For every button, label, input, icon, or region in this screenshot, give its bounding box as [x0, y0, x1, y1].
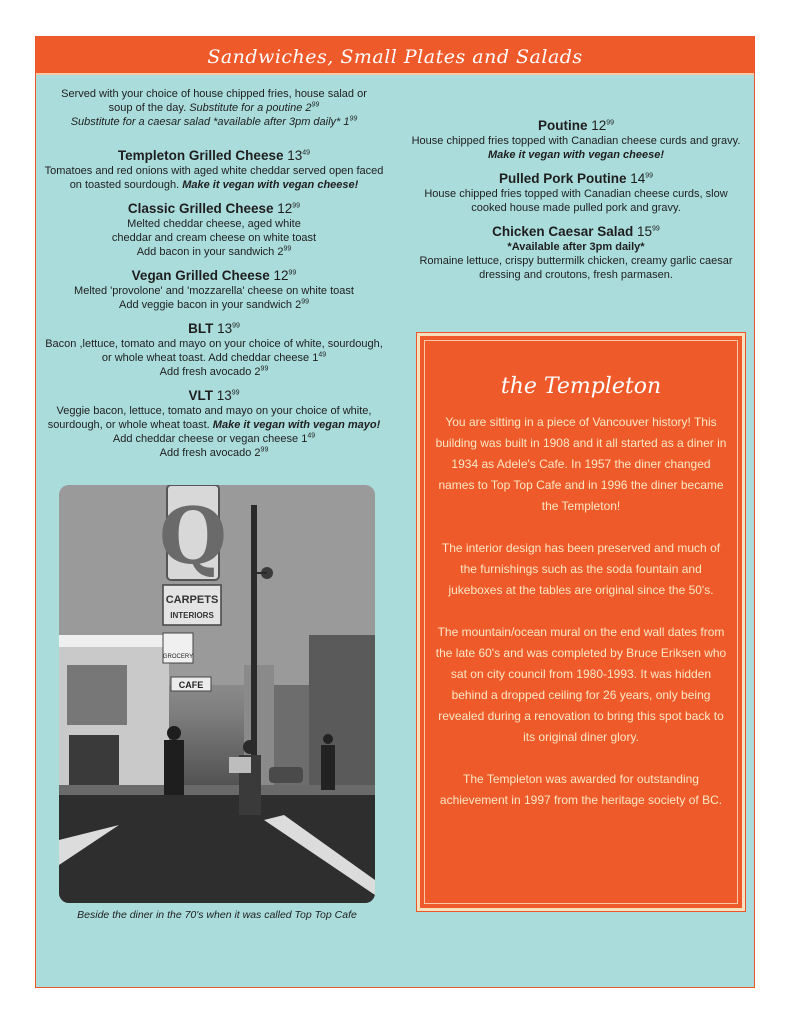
poutine-substitute: Substitute for a poutine $2^{99}$ [189, 101, 320, 114]
history-paragraph: The interior design has been preserved and much of the furnishings such as the soda fountain and jukeboxes at the tables are original since the 50's. [441, 541, 721, 597]
history-body [434, 412, 728, 832]
item-addon: Add veggie bacon in your sandwich $2^{99}$ [118, 298, 310, 311]
menu-item [44, 200, 384, 259]
history-paragraph: You are sitting in a piece of Vancouver history! This building was built in 1908 and it all started as a diner in 1934 as Adele's Cafe. In 1957 the diner changed names to Top Top Cafe and in 1996 the diner became the Templeton! [435, 415, 727, 513]
item-price: $12^{99}$ [273, 268, 297, 283]
item-name: Pulled Pork Poutine [498, 171, 627, 186]
sign-interiors: INTERIORS [170, 611, 214, 620]
menu-item [411, 117, 741, 162]
item-name: Chicken Caesar Salad [492, 224, 634, 239]
item-price: $13^{49}$ [287, 148, 311, 163]
intro-line: Served with your choice of house chipped fries, house salad or [61, 88, 367, 100]
item-description: Melted cheddar cheese, aged white [127, 218, 301, 230]
menu-item [44, 267, 384, 312]
item-name: Poutine [537, 118, 588, 133]
item-description: Veggie bacon, lettuce, tomato and mayo on your choice of white, [56, 405, 372, 417]
item-name: VLT [188, 388, 213, 403]
right-column [411, 117, 741, 290]
item-addon: Add cheddar cheese or vegan cheese $1^{49}$ [112, 432, 316, 445]
vegan-note: Make it vegan with vegan cheese! [487, 149, 665, 161]
item-name: Classic Grilled Cheese [127, 201, 274, 216]
sign-q: Q [159, 491, 227, 582]
menu-item [44, 320, 384, 379]
intro-line: soup of the day. [108, 102, 187, 114]
vegan-note: Make it vegan with vegan cheese! [182, 179, 359, 191]
section-header [36, 37, 754, 75]
item-name: BLT [188, 321, 214, 336]
photo-caption: Beside the diner in the 70's when it was called Top Top Cafe [77, 909, 357, 921]
history-title: the Templeton [500, 374, 662, 399]
history-paragraph: The mountain/ocean mural on the end wall dates from the late 60's and was completed by Bruce Eriksen who sat on city council from 1980-1993. It was hidden behind a dropped ceiling for 26 years, only being revealed during a renovation to bring this spot back to its original diner glory. [435, 625, 727, 744]
item-description: cheddar and cream cheese on white toast [111, 232, 317, 244]
item-name: Vegan Grilled Cheese [131, 268, 270, 283]
menu-item [44, 387, 384, 460]
item-description: Bacon ,lettuce, tomato and mayo on your choice of white, sourdough, or whole wheat toast. Add cheddar cheese $1^{49}$ [45, 338, 383, 364]
history-box [417, 333, 745, 911]
item-description: sourdough, or whole wheat toast. Make it vegan with vegan mayo! [47, 419, 381, 431]
menu-item [411, 170, 741, 215]
sign-carpets: CARPETS [165, 594, 219, 606]
item-description: Melted 'provolone' and 'mozzarella' cheese on white toast [74, 285, 354, 297]
item-addon: Add bacon in your sandwich $2^{99}$ [136, 245, 292, 258]
menu-item [44, 147, 384, 192]
item-price: $12^{99}$ [591, 118, 615, 133]
item-price: $15^{99}$ [637, 224, 660, 239]
left-column [44, 87, 384, 468]
item-addon: Add fresh avocado $2^{99}$ [159, 365, 269, 378]
item-description: Tomatoes and red onions with aged white cheddar served open faced on toasted sourdough. Make it vegan with vegan cheese! [44, 165, 384, 191]
item-description: Romaine lettuce, crispy buttermilk chicken, creamy garlic caesar dressing and croutons, fresh parmasen. [419, 255, 733, 281]
item-price: $12^{99}$ [277, 201, 301, 216]
item-price: $14^{99}$ [630, 171, 654, 186]
vegan-note: Make it vegan with vegan mayo! [212, 419, 381, 431]
item-addon: Add fresh avocado $2^{99}$ [159, 446, 269, 459]
sign-cafe: CAFE [178, 680, 204, 690]
item-name: Templeton Grilled Cheese [117, 148, 284, 163]
intro-text [44, 87, 384, 129]
item-price: $13^{99}$ [216, 388, 240, 403]
section-title: Sandwiches, Small Plates and Salads [207, 46, 583, 68]
history-paragraph: The Templeton was awarded for outstanding achievement in 1997 from the heritage society of BC. [439, 772, 723, 807]
item-description: House chipped fries topped with Canadian cheese curds and gravy. [411, 135, 741, 147]
availability-note: *Available after 3pm daily* [507, 241, 645, 253]
caesar-substitute: Substitute for a caesar salad *available after 3pm daily* $1^{99}$ [70, 115, 358, 128]
menu-item [411, 223, 741, 282]
sign-grocery: GROCERY [162, 654, 194, 660]
menu-page [35, 36, 755, 988]
item-description: House chipped fries topped with Canadian cheese curds, slow cooked house made pulled pork and gravy. [424, 188, 728, 214]
historic-street-photo [59, 485, 375, 903]
item-price: $13^{99}$ [217, 321, 240, 336]
street-scene-illustration [59, 485, 375, 903]
